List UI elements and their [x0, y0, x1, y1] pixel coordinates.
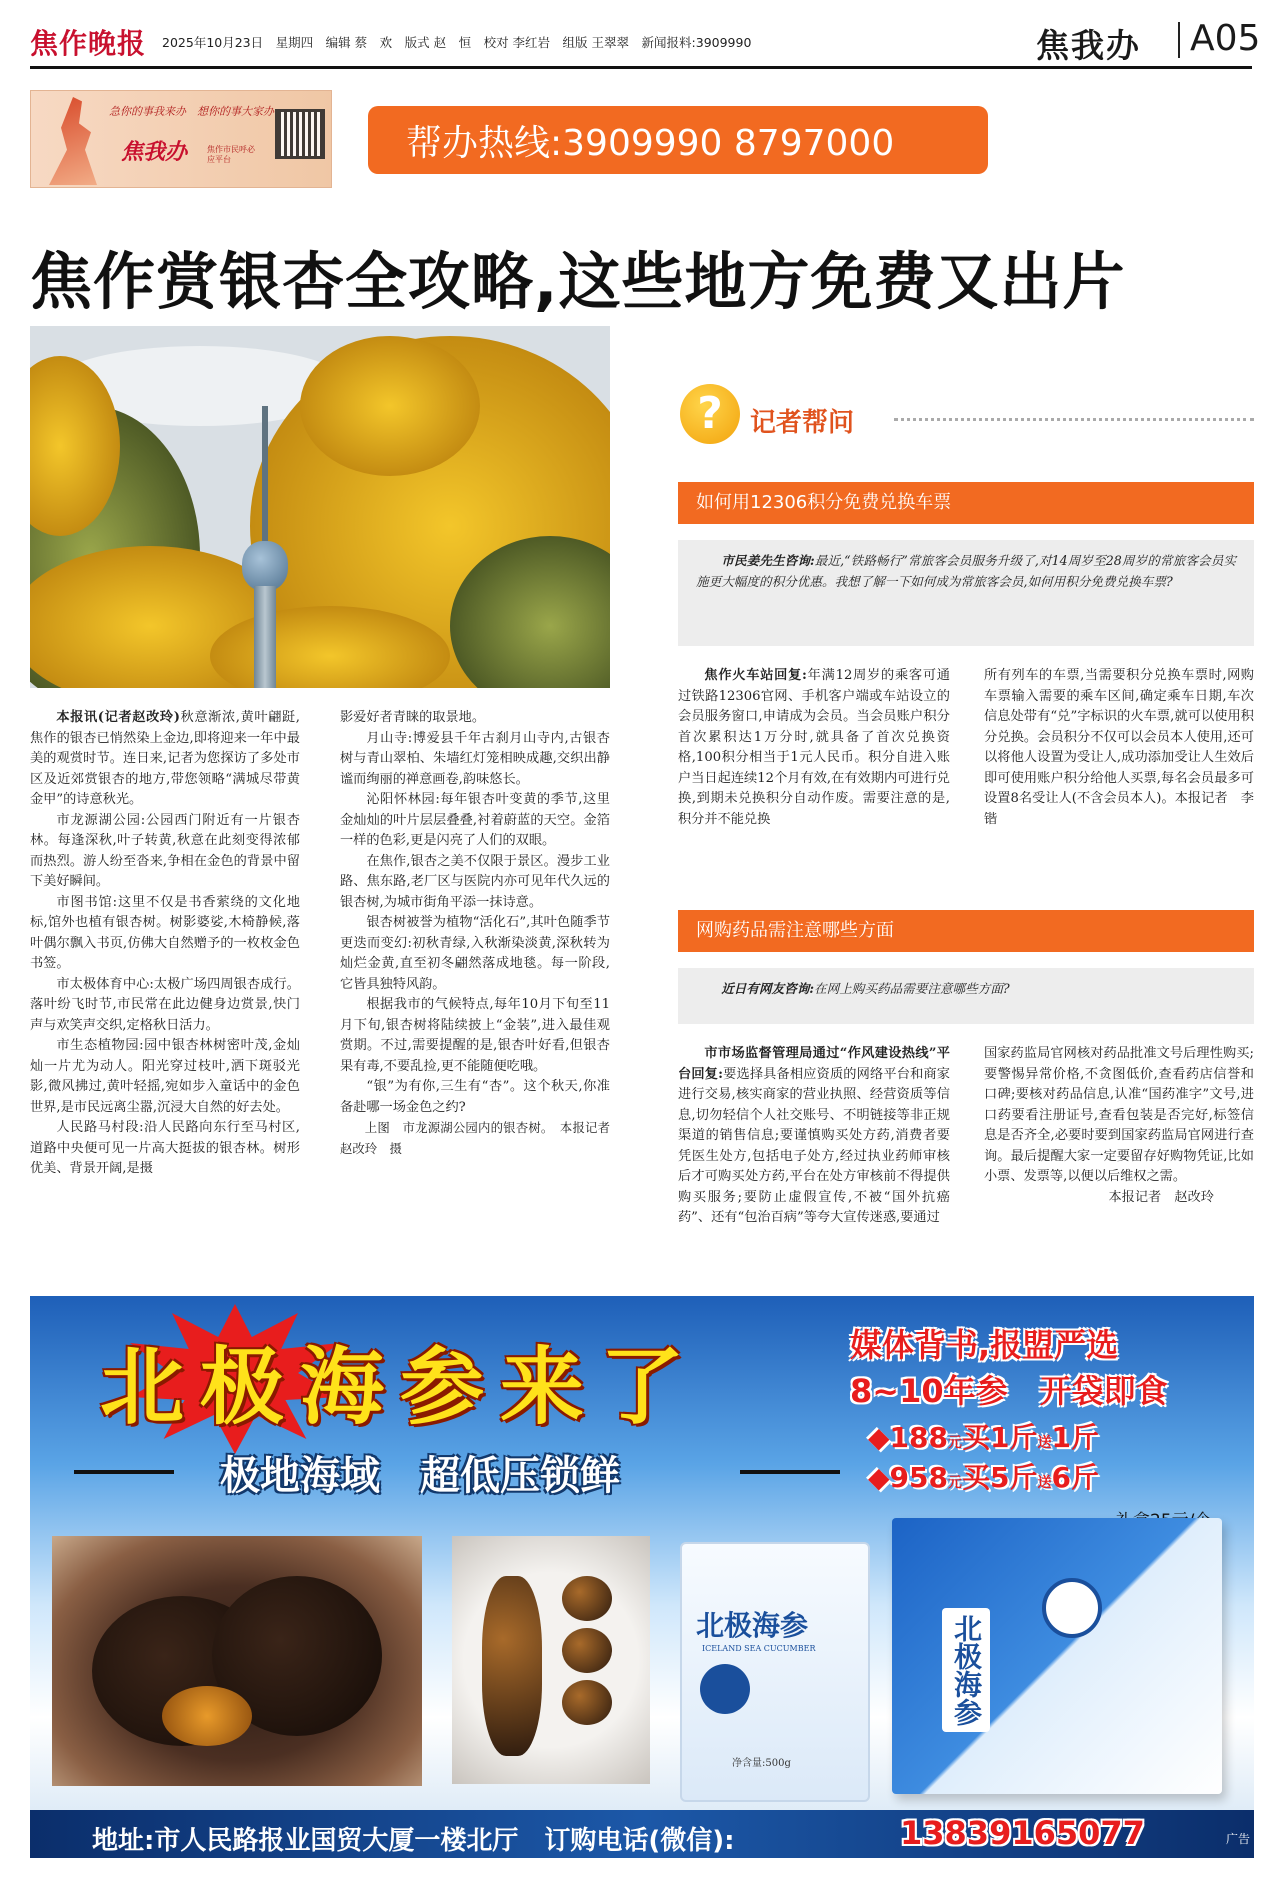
price-amount: ◆188: [868, 1421, 948, 1454]
article-lead: 本报讯(记者赵改玲): [56, 710, 180, 725]
q1-answer-column-2: [984, 666, 1268, 830]
tv-tower-shaft: [254, 586, 276, 688]
ad-address: 地址:市人民路报业国贸大厦一楼北厅 订购电话(微信):: [92, 1826, 735, 1856]
dotted-divider: [894, 418, 1254, 421]
bag-badge-icon: [700, 1664, 750, 1714]
article-paragraph: 根据我市的气候特点,每年10月下旬至11月下旬,银杏树将陆续披上“金装”,进入最佳观赏期。不过,需要提醒的是,银杏叶好看,但银杏果有毒,不要乱捡,更不能随便吃哦。: [340, 997, 610, 1074]
price-text: 买5斤: [961, 1461, 1038, 1494]
article-paragraph: 沁阳怀林园:每年银杏叶变黄的季节,这里金灿灿的叶片层层叠叠,衬着蔚蓝的天空。金箔一样的色彩,更是闪亮了人们的双眼。: [340, 792, 610, 848]
logo-subtitle: 焦作市民呼必应平台: [207, 145, 255, 164]
platform-logo-banner: [30, 90, 332, 188]
logo-slogan: 急你的事我来办 想你的事大家办: [109, 105, 274, 118]
ginkgo-tower-photo: [30, 326, 610, 688]
q2-question-lead: 近日有网友咨询:: [721, 981, 814, 996]
ad-tagline-2: 8~10年参 开袋即食: [850, 1372, 1168, 1410]
article-column-1: [30, 708, 300, 1180]
header-rule: [30, 66, 1252, 69]
q1-question-text: 最近,“铁路畅行”常旅客会员服务升级了,对14周岁至28周岁的常旅客会员实施更大幅度的积分优惠。我想了解一下如何成为常旅客会员,如何用积分免费兑换车票?: [696, 553, 1236, 589]
bag-weight: 净含量:500g: [732, 1758, 791, 1769]
ginkgo-foliage-graphic: [30, 326, 610, 688]
q1-question-box: [678, 540, 1254, 646]
article-headline: 焦作赏银杏全攻略,这些地方免费又出片: [30, 245, 1126, 318]
price-text: 买1斤: [961, 1421, 1038, 1454]
reporter-help-badge: [680, 380, 890, 450]
article-paragraph: 影爱好者青睐的取景地。: [340, 710, 486, 725]
section-separator: [1178, 22, 1180, 58]
gift-box: [892, 1518, 1222, 1794]
article-paragraph: 人民路马村段:沿人民路向东行至马村区,道路中央便可见一片高大挺拔的银杏林。树形优美、背景开阔,是摄: [30, 1120, 300, 1176]
q1-answer: [678, 666, 950, 830]
q2-question-text: 在网上购买药品需要注意哪些方面?: [814, 981, 1010, 996]
section-name: 焦我办: [1036, 26, 1141, 65]
article-paragraph: 市图书馆:这里不仅是书香萦绕的文化地标,馆外也植有银杏树。树影婆娑,木椅静候,落叶偶尔飘入书页,仿佛大自然赠予的一枚枚金色书签。: [30, 894, 300, 971]
cooked-sea-cucumber-photo: [52, 1536, 422, 1786]
q1-title-bar: 如何用12306积分免费兑换车票: [678, 482, 1254, 524]
q2-answer-text: 要选择具备相应资质的网络平台和商家进行交易,核实商家的营业执照、经营资质等信息,切勿轻信个人社交账号、不明链接等非正规渠道的销售信息;要谨慎购买处方药,消费者要凭医生处方,包括电子处方,经过执业药师审核后才可购买处方药,平台在处方审核前不得提供购买服务;要防止虚假宣传,不被“国外抗癌药”、还有“包治百病”等夸大宣传迷惑,要通过: [678, 1066, 950, 1225]
issue-info: 2025年10月23日 星期四 编辑 蔡 欢 版式 赵 恒 校对 李红岩 组版 王翠翠 新闻报料:3909990: [162, 35, 752, 50]
q1-question-lead: 市民姜先生咨询:: [721, 553, 815, 568]
ad-price-1: [868, 1416, 1099, 1456]
q2-question: [696, 978, 1236, 999]
q1-question: [696, 550, 1236, 592]
price-gift-label: 送: [1037, 1435, 1052, 1451]
product-bag: [680, 1542, 870, 1802]
gift-box-title: 北极海参: [942, 1608, 990, 1732]
article-paragraph: 月山寺:博爱县千年古刹月山寺内,古银杏树与青山翠柏、朱墙红灯笼相映成趣,交织出静谧而绚丽的禅意画卷,韵味悠长。: [340, 730, 610, 787]
sea-cucumber-advertisement: [30, 1296, 1254, 1858]
price-gift: 6斤: [1051, 1461, 1099, 1494]
question-mark-icon: ?: [680, 384, 740, 444]
hotline-banner: 帮办热线:3909990 8797000: [368, 106, 988, 174]
price-unit: 元: [947, 1435, 962, 1451]
ad-decor-line: [740, 1470, 840, 1474]
price-unit: 元: [947, 1475, 962, 1491]
sliced-sea-cucumber-photo: [452, 1536, 650, 1784]
paper-name: 焦作晚报: [30, 27, 147, 60]
tv-tower-sphere: [242, 541, 288, 591]
q1-answer-column-1: [678, 666, 950, 830]
ad-subtitle: 极地海域 超低压锁鲜: [220, 1453, 620, 1499]
logo-text: 焦我办: [121, 139, 188, 165]
q2-title-bar: 网购药品需注意哪些方面: [678, 910, 1254, 952]
gift-box-badge-icon: [1042, 1578, 1102, 1638]
ad-price-2: [868, 1456, 1099, 1496]
page-number: A05: [1190, 18, 1261, 59]
help-badge-text: 记者帮问: [750, 408, 855, 438]
q2-answer-continued: 国家药监局官网核对药品批准文号后理性购买;要警惕异常价格,不贪图低价,查看药店信誉和口碑;要核对药品信息,认准“国药准字”文号,进口药要看注册证号,查看包装是否完好,标签信息是否齐全,必要时要到国家药监局官网进行查询。最后提醒大家一定要留存好购物凭证,比如小票、发票等,以便以后维权之需。: [984, 1046, 1254, 1184]
article-paragraph: [30, 708, 300, 811]
article-paragraph: 市龙源湖公园:公园西门附近有一片银杏林。每逢深秋,叶子转黄,秋意在此刻变得浓郁而热烈。游人纷至沓来,争相在金色的背景中留下美好瞬间。: [30, 812, 300, 889]
article-paragraph: 银杏树被誉为植物“活化石”,其叶色随季节更迭而变幻:初秋青绿,入秋渐染淡黄,深秋转为灿烂金黄,直至初冬翩然落成地毯。每一阶段,它皆具独特风韵。: [340, 915, 610, 992]
article-text: 秋意渐浓,黄叶翩跹,焦作的银杏已悄然染上金边,即将迎来一年中最美的观赏时节。连日来,记者为您探访了多处市区及近郊赏银杏的地方,带您领略“满城尽带黄金甲”的诗意秋光。: [30, 710, 300, 807]
ad-decor-line: [74, 1470, 174, 1474]
q2-question-box: [678, 968, 1254, 1024]
q2-answer-column-2: [984, 1044, 1254, 1208]
masthead: [30, 22, 751, 62]
price-gift: 1斤: [1051, 1421, 1099, 1454]
q2-answer-column-1: [678, 1044, 950, 1229]
q2-answer-lead: 市市场监督管理局通过“作风建设热线”平台回复:: [678, 1046, 950, 1082]
q2-byline: 本报记者 赵改玲: [1108, 1189, 1214, 1205]
ad-mark: 广告: [1226, 1832, 1251, 1846]
article-paragraph: “银”为有你,三生有“杏”。这个秋天,你准备赴哪一场金色之约?: [340, 1079, 610, 1115]
q1-answer-lead: 焦作火车站回复:: [704, 668, 807, 683]
article-paragraph: 市太极体育中心:太极广场四周银杏成行。落叶纷飞时节,市民常在此边健身边赏景,快门声与欢笑声交织,定格秋日活力。: [30, 976, 300, 1033]
q1-answer-text: 年满12周岁的乘客可通过铁路12306官网、手机客户端或车站设立的会员服务窗口,申请成为会员。当会员账户积分首次累积达1万分时,就具备了首次兑换资格,100积分相当于1元人民币。积分自进入账户当日起连续12个月有效,在有效期内可进行兑换,到期未兑换积分自动作废。需要注意的是,积分并不能兑换: [678, 668, 950, 827]
price-amount: ◆958: [868, 1461, 948, 1494]
article-paragraph: 市生态植物园:园中银杏林树密叶茂,金灿灿一片尤为动人。阳光穿过枝叶,洒下斑驳光影,微风拂过,黄叶轻摇,宛如步入童话中的金色世界,是市民远离尘嚣,沉浸大自然的好去处。: [30, 1038, 300, 1115]
bag-subtitle: ICELAND SEA CUCUMBER: [702, 1644, 816, 1653]
ad-title: 北极海参来了: [100, 1338, 701, 1436]
photo-caption: 上图 市龙源湖公园内的银杏树。 本报记者 赵改玲 摄: [340, 1120, 623, 1156]
ad-tagline-1: 媒体背书,报盟严选: [850, 1326, 1119, 1364]
qr-code-icon: [275, 109, 325, 159]
bag-title: 北极海参: [696, 1609, 809, 1642]
ad-phone: 13839165077: [900, 1814, 1145, 1852]
price-gift-label: 送: [1037, 1475, 1052, 1491]
article-paragraph: 在焦作,银杏之美不仅限于景区。漫步工业路、焦东路,老厂区与医院内亦可见年代久远的银杏树,为城市街角平添一抹诗意。: [340, 853, 610, 910]
statue-graphic: [49, 97, 109, 185]
q2-answer: [678, 1044, 950, 1229]
q1-answer-continued: 所有列车的车票,当需要积分兑换车票时,网购车票输入需要的乘车区间,确定乘车日期,车次信息处带有“兑”字标识的火车票,就可以使用积分兑换。会员积分不仅可以会员本人使用,还可以将他人设置为受让人,成功添加受让人生效后即可使用账户积分给他人买票,每名会员最多可设置8名受让人(不含会员本人)。本报记者 李 锴: [984, 668, 1268, 827]
article-column-2: [340, 708, 623, 1159]
